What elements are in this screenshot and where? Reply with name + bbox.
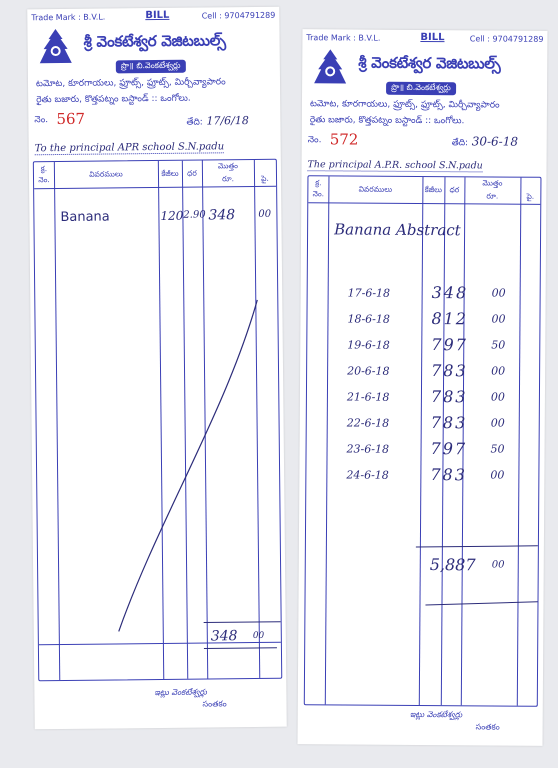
entry-date: 23-6-18 [346, 442, 390, 456]
bill-label: BILL [145, 9, 170, 22]
trade-mark: Trade Mark : B.V.L. [306, 33, 381, 43]
abstract-heading: Banana Abstract [334, 220, 461, 240]
item-description: Banana [60, 209, 110, 226]
col-description: వివరములు [89, 169, 123, 179]
receipt-topline [302, 29, 547, 49]
total-rules [305, 176, 541, 706]
shop-name: శ్రీ వెంకటేశ్వర వెజిటబుల్స్ [358, 53, 501, 73]
entry-paise: 00 [491, 364, 506, 378]
bill-table [304, 175, 542, 707]
bill-receipt-572 [298, 29, 548, 746]
bill-table [33, 159, 282, 682]
entry-amount: 797 [431, 335, 468, 355]
bill-date: 30-6-18 [471, 134, 519, 149]
total-amount: 348 [210, 628, 238, 645]
item-paise: 00 [258, 208, 272, 220]
strike-through-line [34, 160, 281, 681]
cell-number: Cell : 9704791289 [201, 10, 276, 21]
bill-number: 572 [329, 130, 359, 149]
total-paise: 00 [252, 630, 265, 642]
trade-mark: Trade Mark : B.V.L. [31, 12, 106, 23]
address-line: రైతు బజారు, కొత్తపట్నం బస్టాండ్ :: ఒంగోలు. [309, 115, 465, 127]
entry-paise: 00 [490, 468, 505, 482]
business-line: టమోట, కూరగాయలు, ఫ్రూట్స్, ఫ్రూట్స్, మిర్చీవ్యాపారం [309, 99, 500, 111]
bill-no-label: నెం. [307, 135, 322, 146]
temple-logo-icon [312, 47, 348, 87]
receipt-topline [27, 7, 279, 28]
entry-paise: 00 [490, 390, 505, 404]
signature: ఇట్లు వెంకటేశ్వర్లు [409, 709, 463, 720]
col-amount: మొత్తం [482, 178, 503, 188]
item-amount: 348 [208, 207, 236, 224]
entry-date: 19-6-18 [347, 338, 390, 352]
entry-date: 24-6-18 [346, 468, 389, 482]
proprietor-name: ప్రొ॥ బి.వెంకటేశ్వర్లు [116, 60, 186, 74]
entry-date: 17-6-18 [347, 286, 391, 300]
entry-paise: 00 [491, 312, 506, 326]
col-rate: ధర [449, 185, 460, 195]
proprietor-name: ప్రొ॥ బి.వెంకటేశ్వర్లు [386, 82, 456, 95]
col-sno: క్ర. నెం. [312, 178, 325, 199]
signature-label: సంతకం [475, 722, 500, 732]
bill-receipt-567 [27, 7, 287, 730]
entry-amount: 783 [430, 413, 468, 433]
address-line: రైతు బజారు, కొత్తపట్నం బస్టాండ్ :: ఒంగోలు. [36, 93, 191, 106]
entry-date: 21-6-18 [346, 390, 390, 404]
col-description: వివరములు [358, 184, 393, 194]
col-rupees: రూ. [486, 191, 499, 201]
date-label: తేది: [451, 138, 469, 149]
entry-amount: 783 [430, 387, 468, 407]
col-paise: పై. [261, 173, 269, 183]
col-rate: ధర [187, 168, 197, 178]
col-paise: పై. [526, 191, 535, 201]
item-rate: 2.90 [183, 209, 206, 221]
cell-number: Cell : 9704791289 [469, 34, 544, 44]
business-line: టమోట, కూరగాయలు, ఫ్రూట్స్, ఫ్రూట్స్, మిర్చీవ్యాపారం [35, 77, 226, 90]
entry-amount: 783 [431, 361, 468, 381]
entry-amount: 797 [430, 439, 468, 459]
entry-date: 20-6-18 [347, 364, 390, 378]
shop-name: శ్రీ వెంకటేశ్వర వెజిటబుల్స్ [83, 31, 226, 51]
signature-label: సంతకం [202, 699, 227, 709]
bill-no-label: నెం. [34, 115, 49, 126]
entry-paise: 50 [491, 338, 506, 352]
entry-date: 18-6-18 [347, 312, 390, 326]
date-label: తేది: [186, 117, 203, 128]
col-rupees: రూ. [222, 174, 234, 184]
col-amount: మొత్తం [217, 161, 239, 171]
entry-paise: 00 [490, 416, 505, 430]
col-kgs: కేజీలు [424, 185, 443, 195]
bill-number: 567 [56, 109, 86, 129]
total-amount: 5,887 [429, 555, 476, 575]
col-sno: క్ర. నెం. [38, 164, 50, 185]
entry-amount: 783 [430, 465, 468, 485]
total-paise: 00 [491, 559, 505, 571]
recipient-line: The principal A.P.R. school S.N.padu [307, 159, 483, 172]
bill-date: 17/6/18 [206, 114, 249, 128]
bill-label: BILL [420, 31, 445, 44]
entry-paise: 50 [490, 442, 505, 456]
signature: ఇట్లు వెంకటేశ్వర్లు [154, 687, 207, 698]
entry-date: 22-6-18 [346, 416, 390, 430]
item-kgs: 120 [160, 208, 184, 223]
temple-logo-icon [37, 27, 73, 67]
entry-amount: 812 [431, 309, 469, 329]
col-kgs: కేజీలు [161, 168, 179, 178]
entry-amount: 348 [431, 283, 469, 303]
recipient-line: To the principal APR school S.N.padu [34, 141, 225, 155]
entry-paise: 00 [491, 286, 506, 300]
